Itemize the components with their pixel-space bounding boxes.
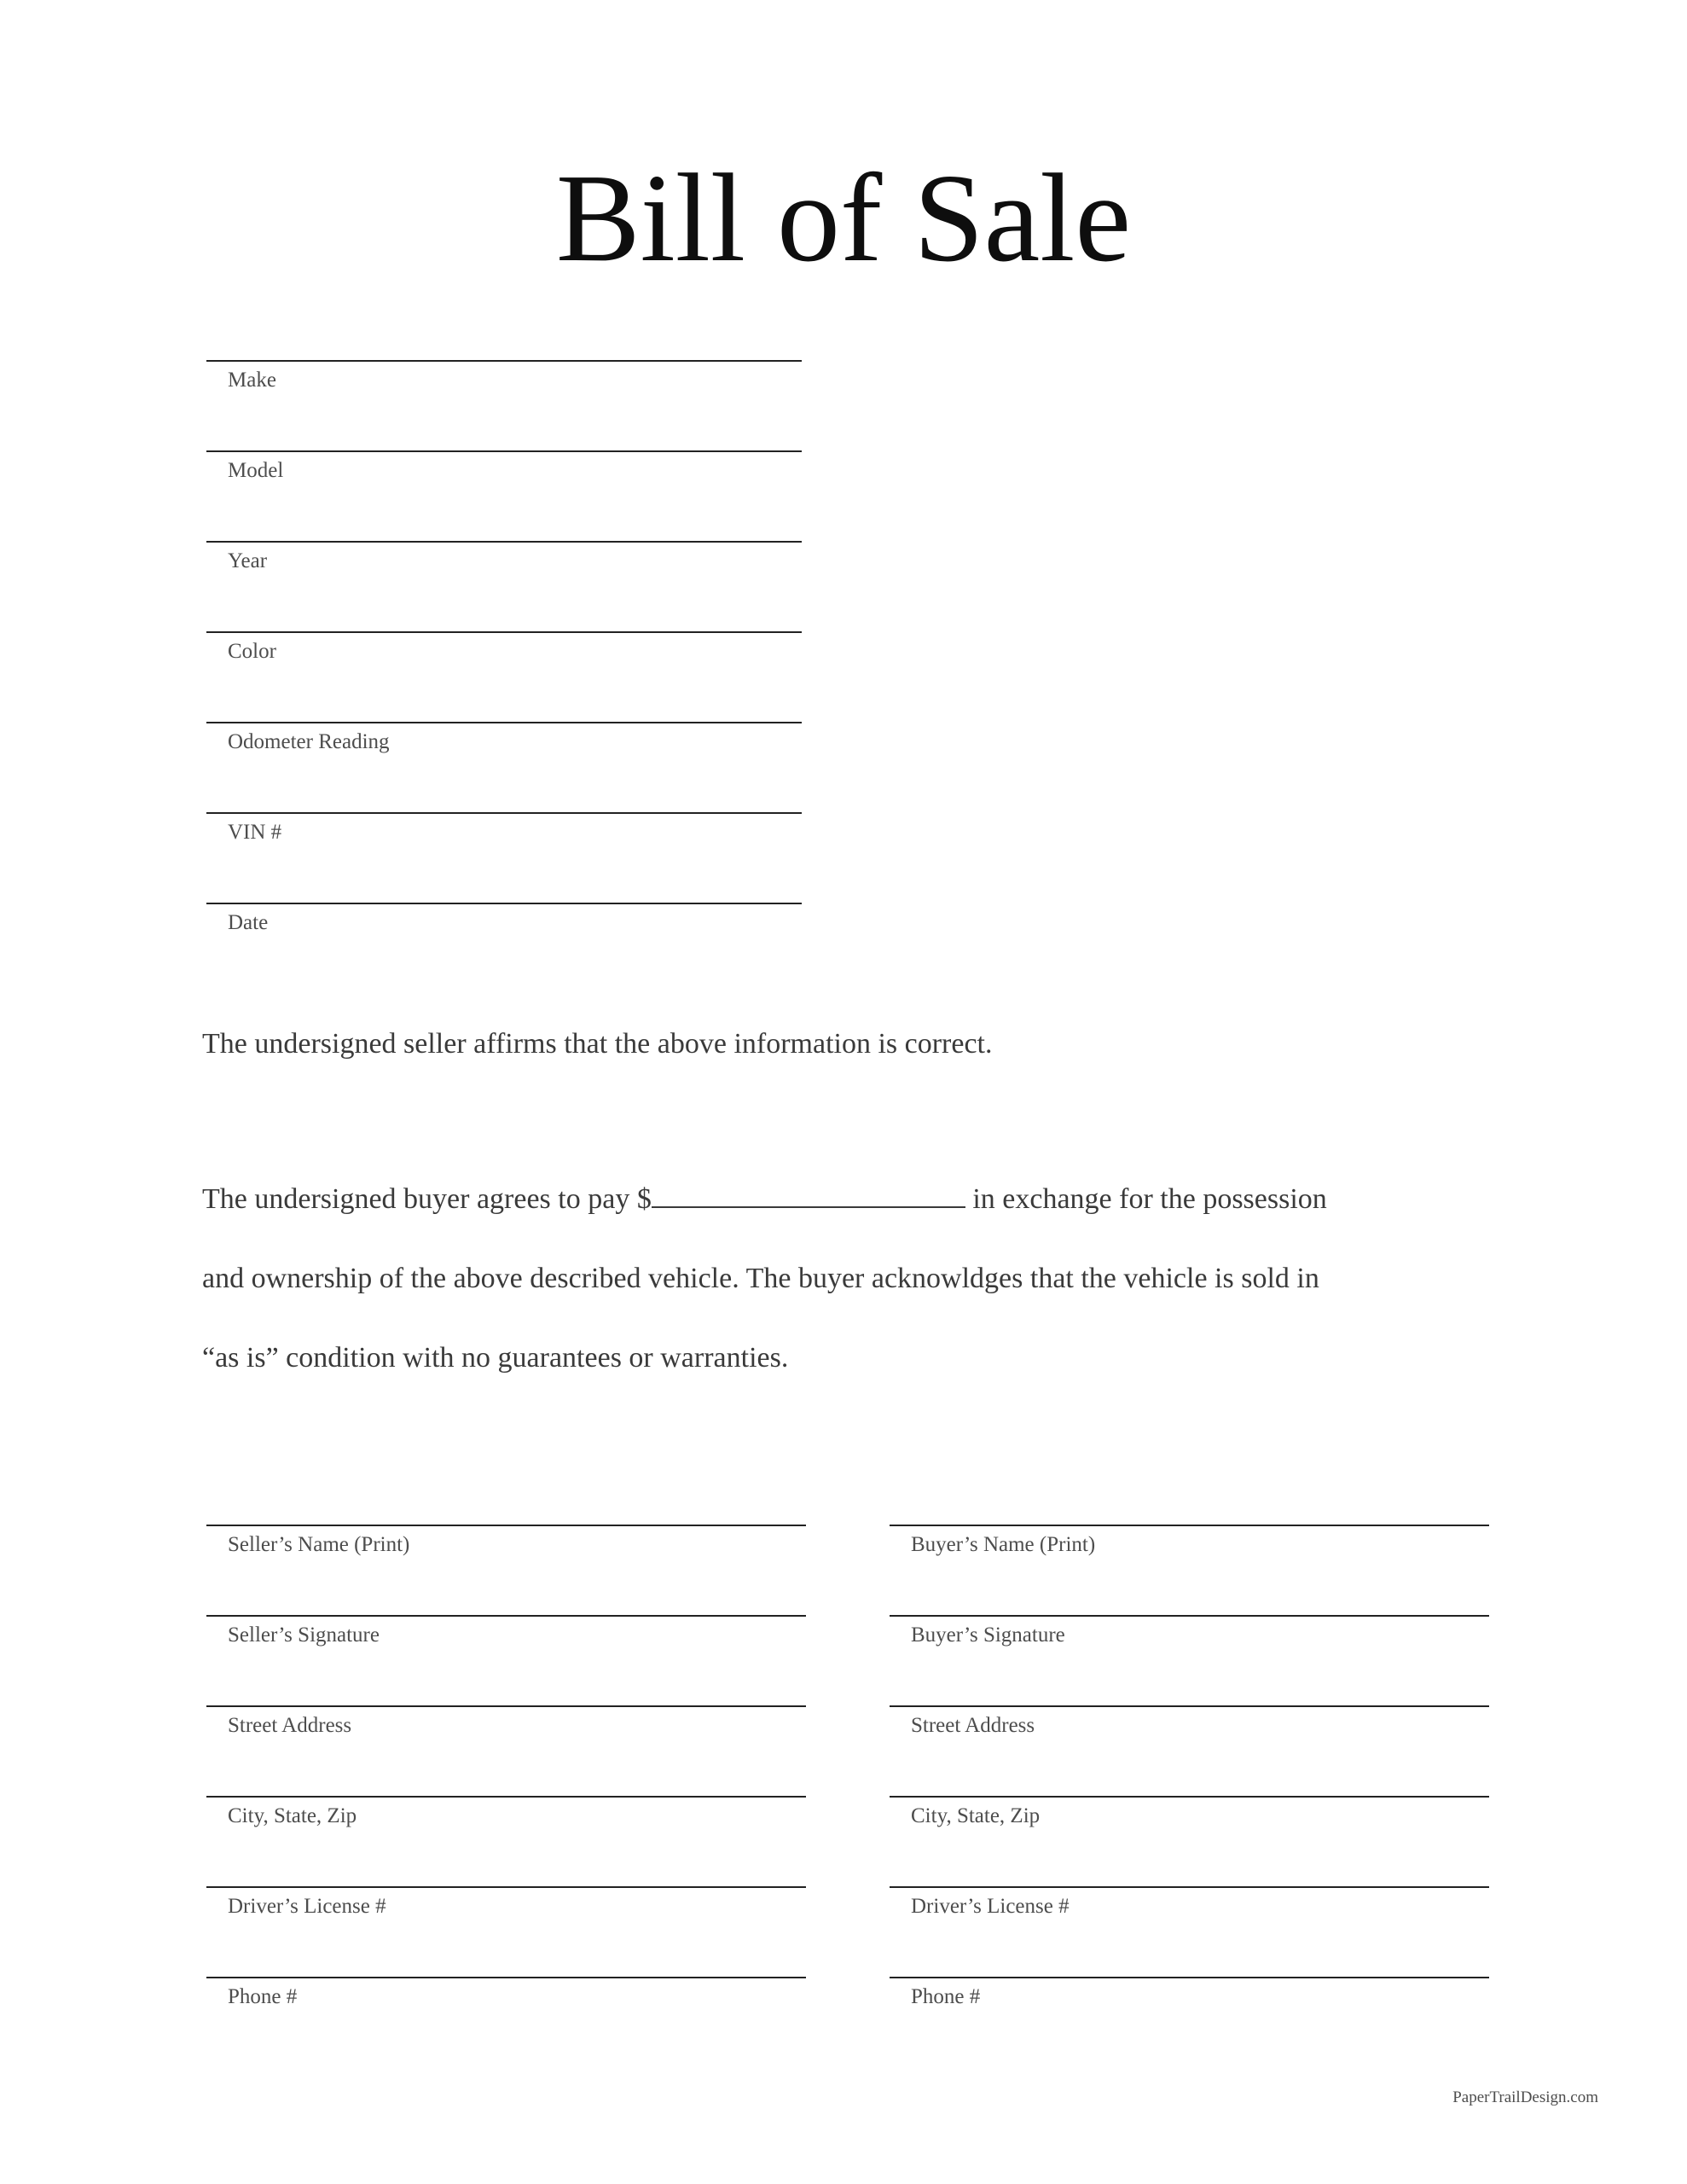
vehicle-fields-section bbox=[206, 360, 802, 993]
seller-affirmation-statement: The undersigned seller affirms that the above information is correct. bbox=[202, 1028, 993, 1060]
field-label: Driver’s License # bbox=[228, 1895, 386, 1918]
document-title: Bill of Sale bbox=[555, 148, 1132, 288]
seller-details-section bbox=[206, 1525, 806, 2067]
field-sellers-signature bbox=[206, 1615, 806, 1705]
field-buyer-street-address bbox=[890, 1705, 1489, 1796]
buyer-agreement-line1 bbox=[202, 1183, 1327, 1216]
field-label: Seller’s Signature bbox=[228, 1623, 380, 1647]
field-model bbox=[206, 450, 802, 541]
field-buyers-signature bbox=[890, 1615, 1489, 1705]
field-sellers-name bbox=[206, 1525, 806, 1615]
field-vin bbox=[206, 812, 802, 903]
field-seller-drivers-license bbox=[206, 1886, 806, 1977]
field-make bbox=[206, 360, 802, 450]
field-buyers-name bbox=[890, 1525, 1489, 1615]
buyer-details-section bbox=[890, 1525, 1489, 2067]
field-label: Street Address bbox=[228, 1714, 352, 1737]
field-label: Buyer’s Name (Print) bbox=[911, 1533, 1096, 1556]
field-year bbox=[206, 541, 802, 631]
field-label: City, State, Zip bbox=[911, 1804, 1041, 1827]
payment-amount-blank bbox=[652, 1206, 965, 1208]
buyer-agreement-line3: “as is” condition with no guarantees or warranties. bbox=[202, 1342, 789, 1374]
field-label: Make bbox=[228, 369, 276, 392]
field-seller-phone bbox=[206, 1977, 806, 2067]
field-date bbox=[206, 903, 802, 993]
field-label: Date bbox=[228, 911, 269, 934]
footer-credit: PaperTrailDesign.com bbox=[1452, 2088, 1598, 2106]
field-label: Model bbox=[228, 459, 284, 482]
field-label: City, State, Zip bbox=[228, 1804, 357, 1827]
field-label: Seller’s Name (Print) bbox=[228, 1533, 410, 1556]
field-label: Phone # bbox=[228, 1985, 298, 2008]
field-buyer-city-state-zip bbox=[890, 1796, 1489, 1886]
field-label: Phone # bbox=[911, 1985, 981, 2008]
field-seller-street-address bbox=[206, 1705, 806, 1796]
field-label: Buyer’s Signature bbox=[911, 1623, 1065, 1647]
field-label: Odometer Reading bbox=[228, 730, 390, 753]
field-seller-city-state-zip bbox=[206, 1796, 806, 1886]
field-label: Year bbox=[228, 549, 268, 572]
field-label: Color bbox=[228, 640, 276, 663]
buyer-agreement-line2: and ownership of the above described vehicle. The buyer acknowldges that the vehicle is sold in bbox=[202, 1263, 1319, 1294]
buyer-agreement-text-before-blank: The undersigned buyer agrees to pay $ bbox=[202, 1183, 652, 1215]
field-buyer-drivers-license bbox=[890, 1886, 1489, 1977]
field-label: VIN # bbox=[228, 821, 282, 844]
buyer-agreement-text-after-blank: in exchange for the possession bbox=[965, 1183, 1327, 1215]
field-label: Driver’s License # bbox=[911, 1895, 1070, 1918]
field-label: Street Address bbox=[911, 1714, 1035, 1737]
field-color bbox=[206, 631, 802, 722]
field-odometer-reading bbox=[206, 722, 802, 812]
field-buyer-phone bbox=[890, 1977, 1489, 2067]
